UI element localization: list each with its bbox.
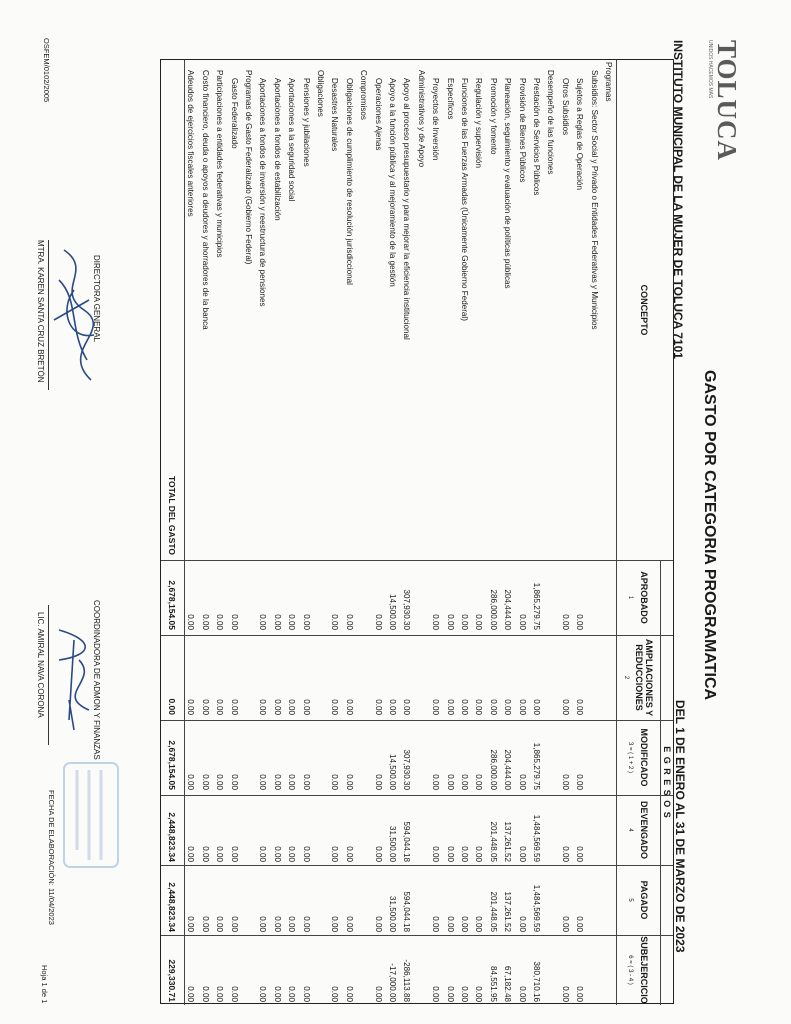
row-value: 0.00	[330, 614, 340, 630]
table-row	[473, 60, 483, 1005]
row-value: 0.00	[330, 846, 340, 862]
table-row	[329, 60, 339, 1005]
row-value: 31,500.00	[388, 895, 397, 932]
row-label: Operaciones Ajenas	[373, 78, 383, 151]
row-value: 0.00	[575, 614, 585, 630]
table-row	[545, 60, 555, 1005]
table-row	[229, 60, 239, 1005]
total-modificado: 2,678,154.05	[167, 740, 177, 790]
col-header-modificado: MODIFICADO	[639, 728, 649, 787]
row-value: 0.00	[445, 699, 455, 715]
row-label: Obligaciones	[316, 70, 325, 117]
col-num-subejercicio: 6 = ( 3 - 4 )	[627, 955, 633, 985]
row-value: 0.00	[344, 699, 354, 715]
footer-code: OSFEM/0102/2005	[42, 38, 51, 103]
row-value: 0.00	[431, 699, 441, 715]
table-row	[517, 60, 527, 1005]
row-value: 0.00	[560, 699, 570, 715]
row-value: 0.00	[460, 846, 469, 862]
row-value: 0.00	[517, 916, 527, 932]
row-value: 0.00	[460, 916, 469, 932]
col-header-ampliaciones: AMPLIACIONES Y REDUCCIONES	[634, 638, 654, 717]
row-value: 0.00	[373, 986, 383, 1002]
row-value: 0.00	[344, 774, 354, 790]
row-label: Planeación, seguimiento y evaluación de políticas públicas	[503, 78, 513, 289]
logo-tagline: UNIDOS HACEMOS MÁS	[707, 40, 713, 99]
signature-2-scribble	[49, 610, 99, 750]
table-row	[560, 60, 570, 1005]
total-aprobado: 2,678,154.05	[167, 580, 177, 630]
table-row	[416, 60, 426, 1005]
table-row	[603, 60, 613, 1005]
table-row	[574, 60, 584, 1005]
signature-2-title: COORDINADORA DE ADMON Y FINANZAS	[92, 600, 101, 760]
row-value: 204,444.00	[503, 589, 513, 630]
row-value: 0.00	[431, 986, 441, 1002]
col-header-devengado: DEVENGADO	[639, 800, 649, 859]
row-value: 0.00	[373, 846, 383, 862]
row-value: 201,448.05	[488, 821, 498, 862]
table-row	[185, 60, 195, 1005]
row-value: 286,000.00	[488, 749, 498, 790]
row-value: 137,261.52	[503, 891, 513, 932]
col-header-pagado: PAGADO	[639, 880, 649, 920]
row-value: 0.00	[287, 774, 297, 790]
row-value: 0.00	[186, 986, 196, 1002]
table-row	[272, 60, 282, 1005]
row-value: 0.00	[272, 986, 282, 1002]
row-label: Aportaciones a la seguridad social	[287, 78, 297, 202]
row-value: 0.00	[474, 986, 484, 1002]
row-value: 0.00	[287, 916, 297, 932]
col-num-devengado: 4	[627, 828, 633, 832]
row-label: Desempeño de las funciones	[546, 70, 556, 175]
row-value: 0.00	[272, 774, 282, 790]
row-value: 0.00	[229, 699, 239, 715]
page-number: Hoja 1 de 1	[40, 965, 49, 1004]
row-value: 0.00	[560, 916, 570, 932]
row-label: Gasto Federalizado	[229, 78, 239, 149]
row-value: 0.00	[215, 774, 225, 790]
table-row	[589, 60, 599, 1005]
row-value: 0.00	[344, 986, 354, 1002]
col-num-ampliaciones: 2	[623, 675, 629, 680]
row-value: 0.00	[575, 916, 585, 932]
row-value: 0.00	[373, 916, 383, 932]
row-value: 84,551.95	[488, 965, 498, 1002]
row-value: 31,500.00	[388, 825, 397, 862]
row-value: 0.00	[287, 614, 297, 630]
row-value: 0.00	[560, 986, 570, 1002]
row-value: 286,000.00	[488, 589, 498, 630]
row-value: 0.00	[532, 699, 541, 715]
row-value: 307,930.30	[402, 749, 412, 790]
row-value: 0.00	[488, 699, 498, 715]
row-value: 0.00	[460, 614, 469, 630]
signature-1-title: DIRECTORA GENERAL	[92, 255, 101, 342]
table-row	[445, 60, 455, 1005]
row-value: 0.00	[301, 916, 311, 932]
total-ampliaciones: 0.00	[167, 698, 177, 715]
row-label: Subsidios: Sector Social y Privado o Entidades Federativas y Municipios	[589, 70, 599, 330]
table-row	[301, 60, 311, 1005]
row-value: 307,930.30	[402, 589, 412, 630]
row-value: 594,044.18	[402, 821, 412, 862]
row-value: 14,500.00	[388, 753, 397, 790]
col-header-aprobado: APROBADO	[639, 571, 649, 624]
row-value: 14,500.00	[388, 593, 397, 630]
row-value: 0.00	[258, 986, 268, 1002]
total-pagado: 2,448,823.34	[167, 882, 177, 932]
row-value: 0.00	[431, 614, 441, 630]
elaboration-date: FECHA DE ELABORACIÓN: 11/04/2023	[47, 790, 56, 925]
row-value: 0.00	[517, 614, 527, 630]
row-value: 0.00	[200, 614, 210, 630]
row-label: Costo financiero, deuda o apoyos a deudores y ahorradores de la banca	[200, 70, 210, 330]
row-value: 137,261.52	[503, 821, 513, 862]
row-value: 0.00	[445, 916, 455, 932]
table-row	[315, 60, 325, 1005]
table-row	[430, 60, 440, 1005]
row-label: Aportaciones a fondos de inversión y reestructura de pensiones	[258, 78, 268, 307]
row-label: Promoción y fomento	[488, 78, 498, 155]
row-value: -286,113.88	[402, 959, 412, 1002]
row-value: 0.00	[344, 846, 354, 862]
row-value: 0.00	[460, 699, 469, 715]
egresos-header: E G R E S O S	[662, 746, 672, 819]
row-label: Sujetos a Reglas de Operación	[575, 78, 585, 191]
row-value: 0.00	[215, 614, 225, 630]
table-row	[286, 60, 296, 1005]
row-value: 204,444.00	[503, 749, 513, 790]
row-value: 0.00	[301, 699, 311, 715]
total-row	[167, 60, 177, 1005]
row-value: 0.00	[517, 774, 527, 790]
row-value: 0.00	[272, 846, 282, 862]
row-value: 0.00	[186, 614, 196, 630]
row-value: 0.00	[229, 916, 239, 932]
row-value: 0.00	[200, 846, 210, 862]
row-value: 0.00	[330, 916, 340, 932]
row-value: 0.00	[287, 986, 297, 1002]
table-row	[531, 60, 541, 1005]
report-title: GASTO POR CATEGORIA PROGRAMATICA	[701, 370, 718, 701]
row-value: 0.00	[388, 699, 397, 715]
programmatic-expense-table	[160, 59, 674, 1004]
row-value: 0.00	[215, 846, 225, 862]
report-period: DEL 1 DE ENERO AL 31 DE MARZO DE 2023	[673, 700, 687, 953]
row-value: 0.00	[575, 774, 585, 790]
row-value: 1,484,569.59	[532, 884, 541, 932]
row-value: 0.00	[560, 846, 570, 862]
row-value: 0.00	[229, 614, 239, 630]
row-value: 0.00	[560, 774, 570, 790]
row-label: Apoyo al proceso presupuestario y para mejorar la eficiencia institucional	[402, 78, 412, 340]
row-value: 0.00	[517, 846, 527, 862]
col-num-modificado: 3 = ( 1 + 2 )	[627, 741, 633, 774]
row-value: 0.00	[200, 986, 210, 1002]
row-value: 0.00	[272, 614, 282, 630]
row-value: 0.00	[215, 986, 225, 1002]
signature-2-name: LIC. AMIRAL NAVA CORONA	[36, 612, 45, 718]
row-value: 0.00	[330, 986, 340, 1002]
row-value: 0.00	[287, 846, 297, 862]
row-value: 67,182.48	[503, 965, 513, 1002]
row-value: 0.00	[301, 846, 311, 862]
row-value: 0.00	[200, 699, 210, 715]
row-value: 0.00	[330, 699, 340, 715]
row-value: 1,865,279.75	[532, 742, 541, 790]
table-row	[214, 60, 224, 1005]
row-value: 0.00	[445, 986, 455, 1002]
row-value: 1,484,569.59	[532, 814, 541, 862]
row-label: Específicos	[445, 78, 455, 120]
row-value: 0.00	[215, 699, 225, 715]
organization-name: INSTITUTO MUNICIPAL DE LA MUJER DE TOLUCA 7101	[671, 40, 685, 359]
row-value: 0.00	[258, 614, 268, 630]
row-label: Administrativos y de Apoyo	[416, 70, 426, 168]
row-value: 0.00	[258, 916, 268, 932]
row-label: Adeudos de ejercicios fiscales anteriores	[186, 70, 196, 217]
row-label: Participaciones a entidades federativas y municipios	[215, 70, 225, 258]
col-num-aprobado: 1	[627, 595, 633, 600]
row-value: 0.00	[258, 699, 268, 715]
row-label: Proyectos de Inversión	[431, 78, 441, 161]
row-label: Obligaciones de cumplimiento de resolución jurisdiccional	[344, 78, 354, 285]
row-value: 0.00	[301, 986, 311, 1002]
row-value: 0.00	[330, 774, 340, 790]
row-value: 0.00	[272, 916, 282, 932]
row-value: 0.00	[344, 614, 354, 630]
row-value: 0.00	[517, 699, 527, 715]
row-value: 0.00	[186, 699, 196, 715]
row-value: 0.00	[186, 916, 196, 932]
row-value: 0.00	[460, 774, 469, 790]
table-row	[459, 60, 469, 1005]
row-value: 0.00	[503, 699, 513, 715]
row-value: 0.00	[373, 614, 383, 630]
row-value: 0.00	[229, 774, 239, 790]
row-value: 0.00	[258, 846, 268, 862]
row-value: 0.00	[431, 916, 441, 932]
row-value: 0.00	[373, 699, 383, 715]
col-header-subejercicio: SUBEJERCICIO	[639, 936, 649, 1004]
table-row	[200, 60, 210, 1005]
row-value: 0.00	[200, 916, 210, 932]
signature-1-scribble	[49, 240, 99, 390]
table-row	[358, 60, 368, 1005]
row-value: 0.00	[445, 846, 455, 862]
row-value: 0.00	[402, 699, 412, 715]
row-label: Compromisos	[359, 70, 369, 120]
row-value: 1,865,279.75	[532, 582, 541, 630]
table-row	[344, 60, 354, 1005]
row-value: 0.00	[445, 774, 455, 790]
row-value: 0.00	[301, 774, 311, 790]
row-label: Otros Subsidios	[560, 78, 570, 136]
row-value: 0.00	[229, 986, 239, 1002]
table-row	[243, 60, 253, 1005]
row-value: 0.00	[474, 846, 484, 862]
row-value: 0.00	[445, 614, 455, 630]
row-value: 0.00	[474, 699, 484, 715]
row-value: 0.00	[460, 986, 469, 1002]
row-label: Provisión de Bienes Públicos	[517, 78, 527, 183]
table-row	[387, 60, 397, 1005]
row-label: Programas de Gasto Federalizado (Gobierno Federal)	[244, 70, 253, 265]
row-value: 0.00	[575, 699, 585, 715]
row-value: 201,448.05	[488, 891, 498, 932]
row-label: Funciones de las Fuerzas Armadas (Únicamente Gobierno Federal)	[460, 78, 469, 321]
row-value: 0.00	[431, 774, 441, 790]
row-value: 0.00	[575, 846, 585, 862]
row-value: -17,000.00	[388, 963, 397, 1002]
row-value: 0.00	[344, 916, 354, 932]
row-value: 594,044.18	[402, 891, 412, 932]
row-value: 0.00	[517, 986, 527, 1002]
row-value: 0.00	[560, 614, 570, 630]
row-value: 0.00	[431, 846, 441, 862]
total-label: TOTAL DEL GASTO	[167, 475, 177, 555]
official-stamp	[61, 760, 121, 870]
signature-1-name: MTRA. KAREN SANTA CRUZ BRETÓN	[36, 240, 45, 383]
row-label: Regulación y supervisión	[474, 78, 484, 168]
row-value: 0.00	[186, 846, 196, 862]
table-row	[502, 60, 512, 1005]
row-value: 0.00	[258, 774, 268, 790]
row-value: 0.00	[287, 699, 297, 715]
row-label: Aportaciones a fondos de estabilización	[272, 78, 282, 221]
row-label: Pensiones y jubilaciones	[301, 78, 311, 167]
total-subejercicio: 229,330.71	[167, 959, 177, 1002]
row-label: Desastres Naturales	[330, 78, 340, 152]
toluca-logo	[705, 40, 742, 162]
row-label: Apoyo a la función pública y al mejoramiento de la gestión	[388, 78, 397, 287]
row-value: 0.00	[200, 774, 210, 790]
row-value: 0.00	[474, 774, 484, 790]
row-label: Programas	[604, 62, 613, 102]
table-row	[373, 60, 383, 1005]
row-value: 0.00	[229, 846, 239, 862]
row-label: Prestación de Servicios Públicos	[532, 78, 541, 196]
table-row	[257, 60, 267, 1005]
row-value: 0.00	[215, 916, 225, 932]
total-devengado: 2,448,823.34	[167, 812, 177, 862]
row-value: 0.00	[301, 614, 311, 630]
concept-header: CONCEPTO	[639, 284, 649, 336]
row-value: 0.00	[474, 614, 484, 630]
row-value: 0.00	[575, 986, 585, 1002]
row-value: 0.00	[474, 916, 484, 932]
table-row	[488, 60, 498, 1005]
row-value: 0.00	[373, 774, 383, 790]
row-value: 0.00	[272, 699, 282, 715]
logo-wordmark: TOLUCA	[712, 40, 742, 162]
table-row	[401, 60, 411, 1005]
row-value: 380,710.16	[532, 961, 541, 1002]
row-value: 0.00	[186, 774, 196, 790]
col-num-pagado: 5	[627, 898, 633, 902]
